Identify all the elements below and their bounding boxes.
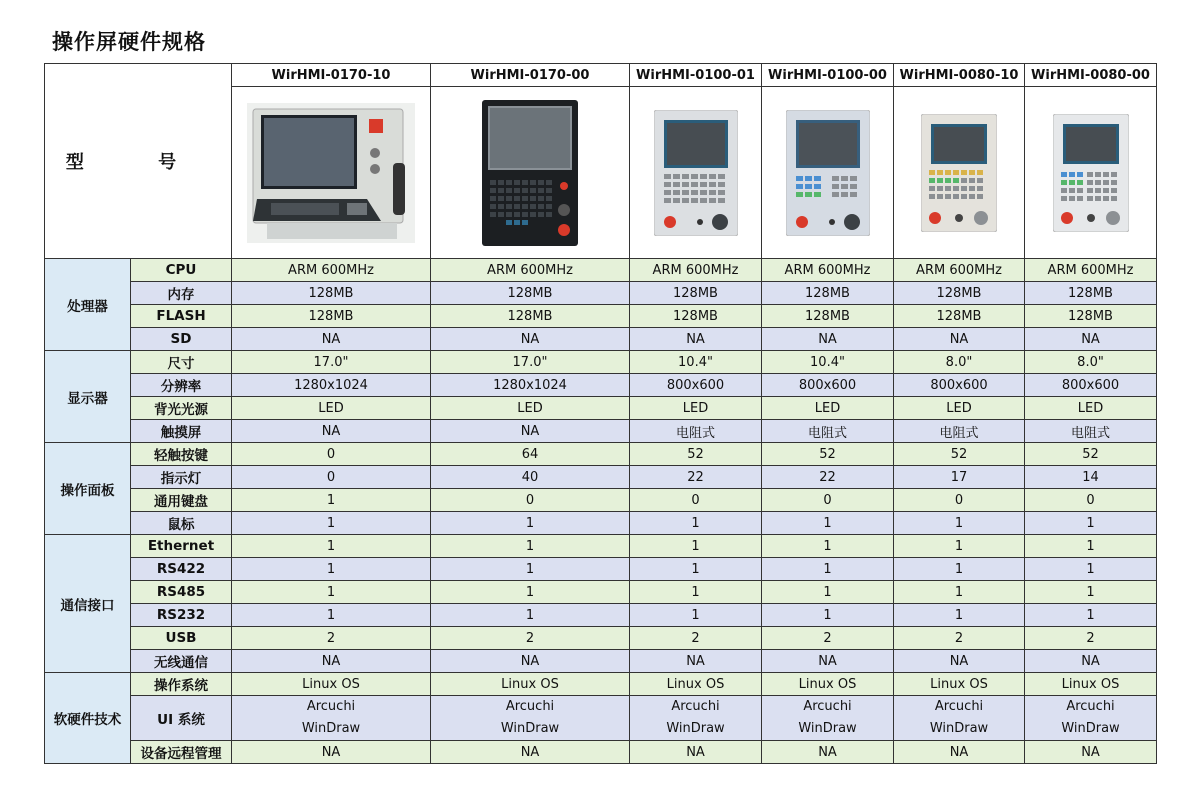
spec-row (45, 581, 1157, 604)
spec-value: 0 (232, 443, 431, 466)
spec-label: RS422 (131, 558, 232, 581)
hmi-panel-8in-image (921, 114, 997, 232)
spec-value: 1 (894, 581, 1025, 604)
spec-value: Linux OS (894, 673, 1025, 696)
spec-value: NA (894, 741, 1025, 764)
spec-value: 1 (232, 558, 431, 581)
spec-label: SD (131, 328, 232, 351)
hmi-panel-10in-image (786, 110, 870, 236)
spec-value: 8.0" (1025, 351, 1157, 374)
spec-value: 1 (630, 558, 762, 581)
spec-value: 0 (894, 489, 1025, 512)
model-image-cell (630, 87, 762, 259)
spec-value: LED (894, 397, 1025, 420)
spec-value: 1280x1024 (431, 374, 630, 397)
spec-value: LED (1025, 397, 1157, 420)
spec-label: USB (131, 627, 232, 650)
spec-value: 1 (762, 558, 894, 581)
model-header: WirHMI-0100-00 (762, 64, 894, 87)
spec-value: 10.4" (762, 351, 894, 374)
spec-value: Linux OS (431, 673, 630, 696)
spec-value: 40 (431, 466, 630, 489)
spec-value: 22 (630, 466, 762, 489)
spec-label: 鼠标 (131, 512, 232, 535)
spec-value: 1 (1025, 535, 1157, 558)
category-label: 通信接口 (45, 535, 131, 673)
spec-row (45, 696, 1157, 741)
spec-value: 800x600 (630, 374, 762, 397)
spec-value: 22 (762, 466, 894, 489)
page-title: 操作屏硬件规格 (52, 30, 206, 54)
spec-value: 17.0" (431, 351, 630, 374)
spec-value: 2 (762, 627, 894, 650)
spec-value: 128MB (1025, 282, 1157, 305)
spec-value: 电阻式 (894, 420, 1025, 443)
spec-value: 128MB (894, 282, 1025, 305)
spec-value: 14 (1025, 466, 1157, 489)
spec-value: ARM 600MHz (431, 259, 630, 282)
spec-value: 800x600 (894, 374, 1025, 397)
spec-value: Linux OS (232, 673, 431, 696)
spec-value: Linux OS (1025, 673, 1157, 696)
spec-value: 52 (762, 443, 894, 466)
spec-value: ARM 600MHz (232, 259, 431, 282)
spec-value: LED (630, 397, 762, 420)
spec-row (45, 351, 1157, 374)
spec-value: ARM 600MHz (630, 259, 762, 282)
spec-value: Linux OS (630, 673, 762, 696)
spec-label: 分辨率 (131, 374, 232, 397)
spec-label: 设备远程管理 (131, 741, 232, 764)
spec-value: 128MB (630, 305, 762, 328)
spec-value: 64 (431, 443, 630, 466)
spec-value: 128MB (762, 282, 894, 305)
spec-label: UI 系统 (131, 696, 232, 741)
spec-value: 2 (431, 627, 630, 650)
spec-value: 1 (1025, 512, 1157, 535)
spec-row (45, 466, 1157, 489)
spec-value: 0 (431, 489, 630, 512)
spec-value: LED (232, 397, 431, 420)
spec-value: 2 (630, 627, 762, 650)
spec-value: 1 (762, 604, 894, 627)
spec-label: 轻触按键 (131, 443, 232, 466)
spec-value: NA (232, 741, 431, 764)
spec-row (45, 741, 1157, 764)
spec-value: 17.0" (232, 351, 431, 374)
spec-value: Arcuchi WinDraw (232, 696, 431, 741)
spec-value: 1 (1025, 604, 1157, 627)
spec-value: 0 (1025, 489, 1157, 512)
model-header: WirHMI-0100-01 (630, 64, 762, 87)
spec-value: 128MB (894, 305, 1025, 328)
spec-row (45, 374, 1157, 397)
spec-value: 1 (630, 535, 762, 558)
spec-value: 1 (431, 512, 630, 535)
spec-label: 无线通信 (131, 650, 232, 673)
spec-value: NA (232, 328, 431, 351)
spec-row (45, 535, 1157, 558)
spec-value: 10.4" (630, 351, 762, 374)
spec-value: 0 (762, 489, 894, 512)
spec-value: 1 (232, 604, 431, 627)
spec-value: 1 (232, 489, 431, 512)
spec-value: Arcuchi WinDraw (1025, 696, 1157, 741)
spec-value: 128MB (431, 305, 630, 328)
spec-value: 电阻式 (630, 420, 762, 443)
spec-value: NA (431, 650, 630, 673)
spec-value: 128MB (232, 305, 431, 328)
hmi-panel-10in-image (654, 110, 738, 236)
hmi-console-image (247, 103, 415, 243)
model-image-cell (894, 87, 1025, 259)
category-label: 显示器 (45, 351, 131, 443)
spec-row (45, 604, 1157, 627)
spec-value: 1 (630, 512, 762, 535)
spec-value: NA (630, 328, 762, 351)
model-header: WirHMI-0080-10 (894, 64, 1025, 87)
spec-value: 电阻式 (1025, 420, 1157, 443)
spec-row (45, 282, 1157, 305)
model-header: WirHMI-0080-00 (1025, 64, 1157, 87)
spec-value: NA (232, 650, 431, 673)
spec-value: 1 (894, 512, 1025, 535)
spec-value: 1 (630, 604, 762, 627)
spec-value: 128MB (762, 305, 894, 328)
spec-value: Arcuchi WinDraw (431, 696, 630, 741)
category-label: 软硬件技术 (45, 673, 131, 764)
spec-value: NA (762, 650, 894, 673)
category-label: 处理器 (45, 259, 131, 351)
spec-value: 17 (894, 466, 1025, 489)
spec-value: 800x600 (1025, 374, 1157, 397)
spec-value: 128MB (1025, 305, 1157, 328)
spec-label: 内存 (131, 282, 232, 305)
spec-value: 8.0" (894, 351, 1025, 374)
spec-label: RS232 (131, 604, 232, 627)
spec-value: NA (630, 650, 762, 673)
spec-value: 1 (1025, 558, 1157, 581)
spec-value: 128MB (232, 282, 431, 305)
spec-value: 1280x1024 (232, 374, 431, 397)
spec-label: 背光光源 (131, 397, 232, 420)
spec-value: Arcuchi WinDraw (894, 696, 1025, 741)
hmi-panel-17in-image (482, 100, 578, 246)
spec-label: 触摸屏 (131, 420, 232, 443)
spec-row (45, 627, 1157, 650)
spec-label: CPU (131, 259, 232, 282)
spec-label: 操作系统 (131, 673, 232, 696)
spec-table (44, 63, 1157, 764)
spec-label: 通用键盘 (131, 489, 232, 512)
model-image-cell (431, 87, 630, 259)
spec-row (45, 328, 1157, 351)
spec-value: NA (762, 741, 894, 764)
spec-value: 电阻式 (762, 420, 894, 443)
spec-row (45, 397, 1157, 420)
spec-value: Arcuchi WinDraw (630, 696, 762, 741)
spec-value: 2 (232, 627, 431, 650)
spec-value: NA (762, 328, 894, 351)
spec-value: 1 (1025, 581, 1157, 604)
spec-row (45, 305, 1157, 328)
spec-row (45, 673, 1157, 696)
spec-value: Linux OS (762, 673, 894, 696)
spec-value: NA (1025, 741, 1157, 764)
spec-value: 1 (762, 535, 894, 558)
spec-value: NA (630, 741, 762, 764)
spec-value: 1 (232, 581, 431, 604)
spec-value: 1 (232, 535, 431, 558)
spec-value: 1 (762, 512, 894, 535)
spec-value: NA (232, 420, 431, 443)
spec-value: 2 (894, 627, 1025, 650)
spec-value: ARM 600MHz (1025, 259, 1157, 282)
spec-value: NA (894, 650, 1025, 673)
spec-value: 128MB (630, 282, 762, 305)
spec-value: NA (431, 328, 630, 351)
spec-value: NA (431, 420, 630, 443)
model-image-cell (232, 87, 431, 259)
spec-value: 1 (630, 581, 762, 604)
spec-value: ARM 600MHz (894, 259, 1025, 282)
spec-value: 52 (894, 443, 1025, 466)
spec-row (45, 650, 1157, 673)
spec-value: 1 (232, 512, 431, 535)
type-label: 型 号 (45, 64, 232, 259)
spec-row (45, 558, 1157, 581)
spec-label: RS485 (131, 581, 232, 604)
spec-row (45, 420, 1157, 443)
spec-value: 1 (894, 535, 1025, 558)
spec-value: 1 (431, 535, 630, 558)
hmi-panel-8in-image (1053, 114, 1129, 232)
spec-value: 1 (431, 558, 630, 581)
model-header: WirHMI-0170-00 (431, 64, 630, 87)
spec-row (45, 443, 1157, 466)
spec-value: 800x600 (762, 374, 894, 397)
spec-label: FLASH (131, 305, 232, 328)
spec-value: ARM 600MHz (762, 259, 894, 282)
spec-value: 1 (431, 581, 630, 604)
spec-row (45, 512, 1157, 535)
spec-label: Ethernet (131, 535, 232, 558)
spec-value: NA (1025, 328, 1157, 351)
spec-row (45, 489, 1157, 512)
spec-value: LED (431, 397, 630, 420)
spec-value: 2 (1025, 627, 1157, 650)
spec-value: 52 (1025, 443, 1157, 466)
model-header: WirHMI-0170-10 (232, 64, 431, 87)
spec-value: 128MB (431, 282, 630, 305)
spec-label: 尺寸 (131, 351, 232, 374)
spec-value: 1 (894, 604, 1025, 627)
spec-row (45, 259, 1157, 282)
spec-value: NA (431, 741, 630, 764)
spec-value: Arcuchi WinDraw (762, 696, 894, 741)
spec-value: 0 (630, 489, 762, 512)
spec-value: 1 (431, 604, 630, 627)
model-image-cell (762, 87, 894, 259)
category-label: 操作面板 (45, 443, 131, 535)
spec-value: NA (894, 328, 1025, 351)
spec-value: 1 (894, 558, 1025, 581)
spec-label: 指示灯 (131, 466, 232, 489)
spec-value: 1 (762, 581, 894, 604)
spec-value: LED (762, 397, 894, 420)
spec-value: NA (1025, 650, 1157, 673)
model-image-cell (1025, 87, 1157, 259)
spec-value: 52 (630, 443, 762, 466)
spec-value: 0 (232, 466, 431, 489)
